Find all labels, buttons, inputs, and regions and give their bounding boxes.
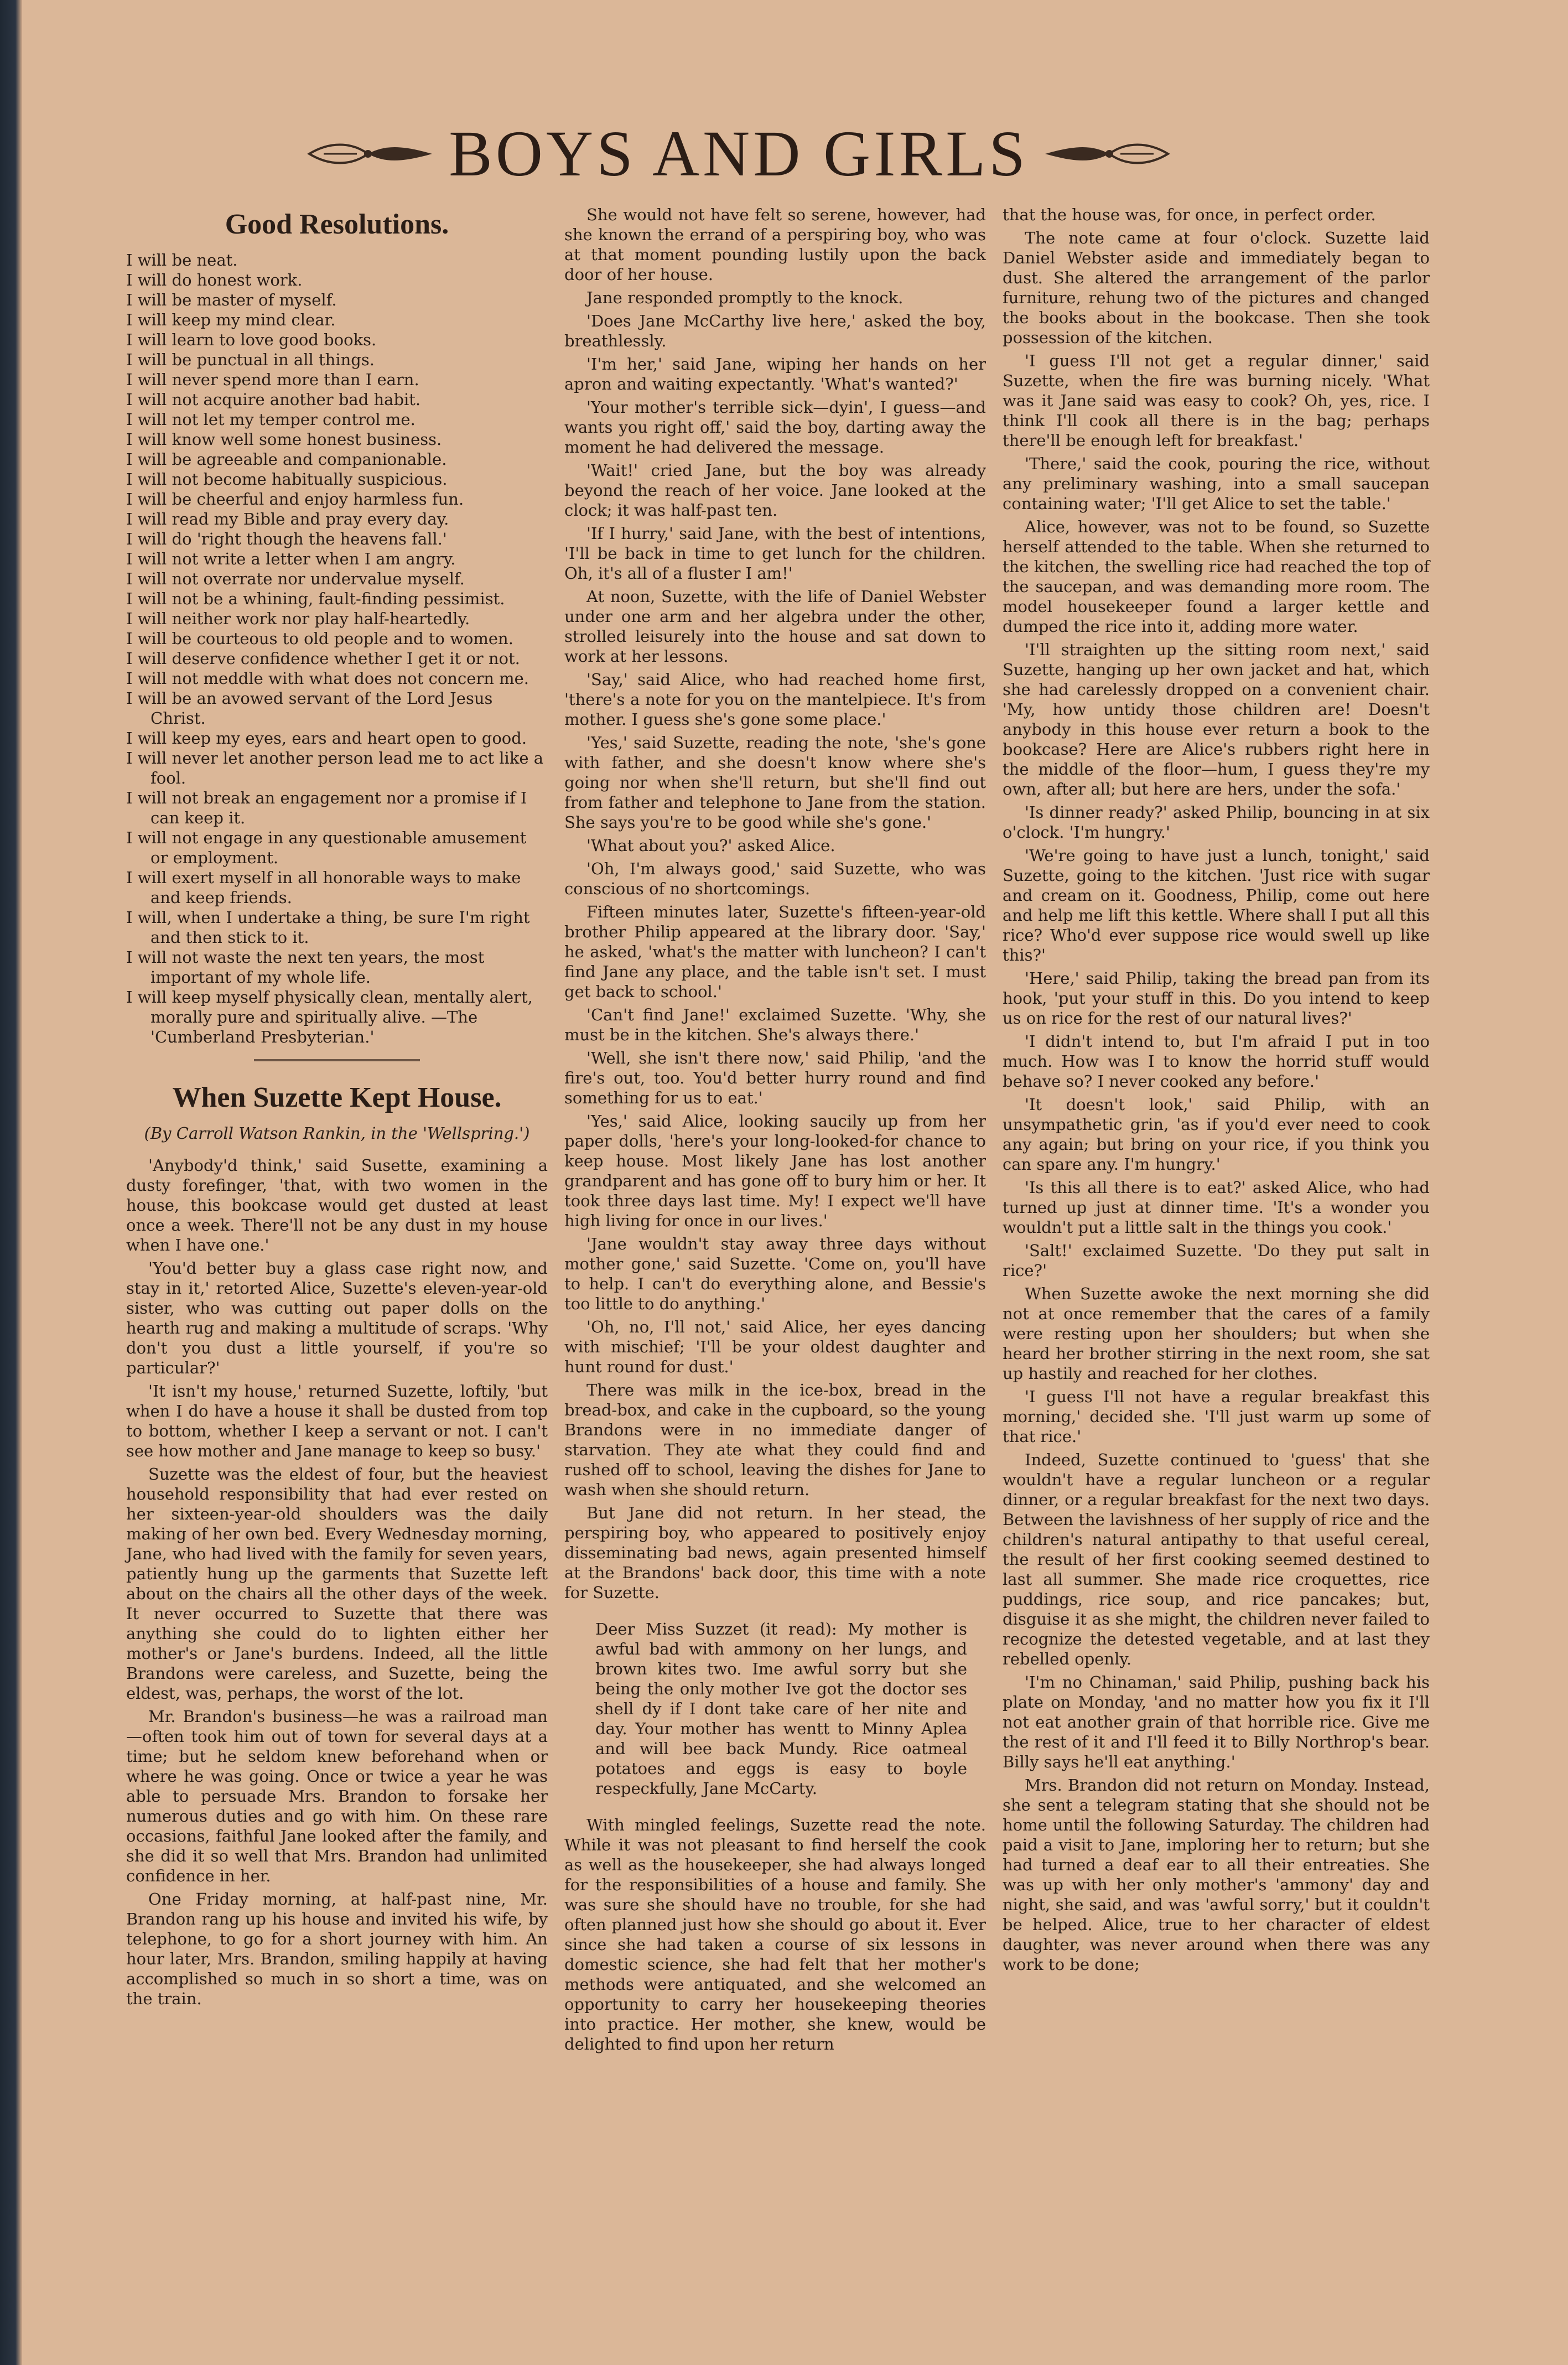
- paragraph: With mingled feelings, Suzette read the note. While it was not pleasant to find herself the cook as well as the housekeeper, she had always longed for the responsibilities of a house and family. She was sure she should have no trouble, for she had often planned just how she should go about it. Ever since she had taken a course of six lessons in domestic science, she had felt that her mother's methods were antiquated, and she welcomed an opportunity to carry her housekeeping theories into practice. Her mother, she knew, would be delighted to find upon her return: [564, 1816, 986, 2053]
- paragraph: that the house was, for once, in perfect order.: [1003, 205, 1376, 224]
- paragraph: 'Jane wouldn't stay away three days without mother gone,' said Suzette. 'Come on, you'll have to help. I can't do everything alone, and Bessie's too little to do anything.': [564, 1235, 986, 1313]
- paragraph: 'We're going to have just a lunch, tonight,' said Suzette, going to the kitchen. 'Just rice with sugar and cream on it. Goodness, Philip, come out here and help me lift this kettle. Where shall I put all this rice? Who'd ever suppose rice would swell up like this?': [1003, 846, 1430, 964]
- list-item: I will do honest work.: [126, 271, 303, 289]
- paragraph: 'If I hurry,' said Jane, with the best of intentions, 'I'll be back in time to get lunch for the children. Oh, it's all of a fluster I am!': [564, 524, 986, 583]
- list-item: I will not become habitually suspicious.: [126, 470, 448, 489]
- list-item: I will read my Bible and pray every day.: [126, 510, 449, 528]
- paragraph: Alice, however, was not to be found, so Suzette herself attended to the table. When she returned to the kitchen, the swelling rice had reached the top of the saucepan, and was demanding more room. The model housekeeper found a larger kettle and dumped the rice into it, adding more water.: [1003, 517, 1430, 636]
- letter-text: Deer Miss Suzzet (it read): My mother is awful bad with ammony on her lungs, and brown kites two. Ime awful sorry but she being the only mother Ive got the doctor ses shell dy if I dont take care of her nite and day. Your mother has wentt to Minny Aplea and will bee back Mundy. Rice oatmeal potatoes and eggs is easy to boyle respeckfully, Jane McCarty.: [595, 1620, 967, 1798]
- list-item: I will never let another person lead me to act like a fool.: [126, 749, 544, 787]
- list-item: I will exert myself in all honorable ways to make and keep friends.: [126, 868, 521, 907]
- paragraph: 'Yes,' said Suzette, reading the note, 'she's gone with father, and she doesn't know where she's going nor when she'll return, but she'll find out from father and telephone to Jane from the station. She says you're to be good while she's gone.': [564, 733, 986, 832]
- paragraph: 'I guess I'll not get a regular dinner,' said Suzette, when the fire was burning nicely. 'What was it Jane said was easy to cook? Oh, yes, rice. I think I'll cook all there is in the bag; perhaps there'll be enough left for breakfast.': [1003, 351, 1430, 450]
- paragraph: 'I'm no Chinaman,' said Philip, pushing back his plate on Monday, 'and no matter how you fix it I'll not eat another grain of that horrible rice. Give me the rest of it and I'll feed it to Billy Northrop's bear. Billy says he'll eat anything.': [1003, 1673, 1430, 1771]
- resolutions-title: Good Resolutions.: [225, 209, 449, 240]
- paragraph: She would not have felt so serene, however, had she known the errand of a perspiring boy, who was at that moment pounding lustily upon the back door of her house.: [564, 205, 986, 284]
- paragraph: 'Wait!' cried Jane, but the boy was already beyond the reach of her voice. Jane looked at the clock; it was half-past ten.: [564, 461, 986, 520]
- paragraph: 'I didn't intend to, but I'm afraid I put in too much. How was I to know the horrid stuff would behave so? I never cooked any before.': [1003, 1032, 1430, 1091]
- paragraph: 'Oh, no, I'll not,' said Alice, her eyes dancing with mischief; 'I'll be your oldest daughter and hunt round for dust.': [564, 1318, 986, 1376]
- list-item: I will be cheerful and enjoy harmless fun.: [126, 490, 464, 509]
- paragraph: Suzette was the eldest of four, but the heaviest household responsibility that had ever rested on her sixteen-year-old shoulders was the daily making of her own bed. Every Wednesday morning, Jane, who had lived with the family for seven years, patiently hung up the garments that Suzette left about on the chairs all the other days of the week. It never occurred to Suzette that there was anything she could do to lighten either her mother's or Jane's burdens. Indeed, all the little Brandons were careless, and Suzette, being the eldest, was, perhaps, the worst of the lot.: [126, 1465, 548, 1703]
- paragraph: 'What about you?' asked Alice.: [586, 836, 835, 855]
- paragraph: 'You'd better buy a glass case right now, and stay in it,' retorted Alice, Suzette's eleven-year-old sister, who was cutting out paper dolls on the hearth rug and making a multitude of scraps. 'Why don't you dust a little yourself, if you're so particular?': [126, 1259, 548, 1377]
- list-item: I will be agreeable and companionable.: [126, 450, 447, 469]
- paragraph: 'Is this all there is to eat?' asked Alice, who had turned up just at dinner time. 'It's a wonder you wouldn't put a little salt in the things you cook.': [1003, 1178, 1430, 1237]
- jane-letter: [595, 1619, 967, 1798]
- paragraph: Jane responded promptly to the knock.: [586, 288, 904, 307]
- list-item: I will not engage in any questionable amusement or employment.: [126, 828, 527, 867]
- story-byline: (By Carroll Watson Rankin, in the 'Wellspring.'): [144, 1124, 530, 1143]
- paragraph: 'Salt!' exclaimed Suzette. 'Do they put salt in rice?': [1003, 1241, 1430, 1280]
- list-item: I will be master of myself.: [126, 291, 337, 309]
- paragraph: 'Your mother's terrible sick—dyin', I guess—and wants you right off,' said the boy, darting away the moment he had delivered the message.: [564, 398, 986, 457]
- paragraph: 'Say,' said Alice, who had reached home first, 'there's a note for you on the mantelpiece. It's from mother. I guess she's gone some place.': [564, 670, 986, 729]
- list-item: I will, when I undertake a thing, be sure I'm right and then stick to it.: [126, 908, 530, 947]
- list-item: I will keep my eyes, ears and heart open to good.: [126, 729, 527, 748]
- list-item: I will keep myself physically clean, mentally alert, morally pure and spiritually alive. —The 'Cumberland Presbyterian.': [126, 988, 533, 1046]
- list-item: I will neither work nor play half-heartedly.: [126, 609, 470, 628]
- paragraph: At noon, Suzette, with the life of Daniel Webster under one arm and her algebra under the other, strolled leisurely into the house and sat down to work at her lessons.: [564, 587, 986, 666]
- paragraph: 'Well, she isn't there now,' said Philip, 'and the fire's out, too. You'd better hurry round and find something for us to eat.': [564, 1049, 986, 1107]
- paragraph: There was milk in the ice-box, bread in the bread-box, and cake in the cupboard, so the young Brandons were in no immediate danger of starvation. They ate what they could find and rushed off to school, leaving the dishes for Jane to wash when she should return.: [564, 1381, 986, 1499]
- paragraph: 'Anybody'd think,' said Susette, examining a dusty forefinger, 'that, with two women in the house, this bookcase would get dusted at least once a week. There'll not be any dust in my house when I have one.': [126, 1156, 548, 1254]
- resolutions-list: [126, 250, 548, 1047]
- paragraph: 'Oh, I'm always good,' said Suzette, who was conscious of no shortcomings.: [564, 859, 986, 898]
- section-title: BOYS AND GIRLS: [449, 117, 1029, 190]
- column-3: [1003, 205, 1430, 1978]
- right-ornament-icon: [1043, 137, 1170, 170]
- paragraph: Fifteen minutes later, Suzette's fifteen-year-old brother Philip appeared at the library door. 'Say,' he asked, 'what's the matter with luncheon? I can't find Jane any place, and the table isn't set. I must get back to school.': [564, 903, 986, 1001]
- paragraph: The note came at four o'clock. Suzette laid Daniel Webster aside and immediately began to dust. She altered the arrangement of the parlor furniture, rehung two of the pictures and changed the books about in the bookcase. Then she took possession of the kitchen.: [1003, 229, 1430, 347]
- list-item: I will learn to love good books.: [126, 330, 377, 349]
- paragraph: 'There,' said the cook, pouring the rice, without any preliminary washing, into a small saucepan containing water; 'I'll get Alice to set the table.': [1003, 454, 1430, 513]
- list-item: I will not acquire another bad habit.: [126, 390, 421, 409]
- list-item: I will keep my mind clear.: [126, 310, 336, 329]
- list-item: I will not let my temper control me.: [126, 410, 416, 429]
- paragraph: 'Can't find Jane!' exclaimed Suzette. 'Why, she must be in the kitchen. She's always there.': [564, 1005, 986, 1044]
- paragraph: 'Does Jane McCarthy live here,' asked the boy, breathlessly.: [564, 312, 986, 350]
- paragraph: 'I guess I'll not have a regular breakfast this morning,' decided she. 'I'll just warm up some of that rice.': [1003, 1387, 1430, 1446]
- paragraph: 'It isn't my house,' returned Suzette, loftily, 'but when I do have a house it shall be dusted from top to bottom, whether I keep a servant or not. I can't see how mother and Jane manage to keep so busy.': [126, 1382, 548, 1460]
- list-item: I will deserve confidence whether I get it or not.: [126, 649, 520, 668]
- paragraph: When Suzette awoke the next morning she did not at once remember that the cares of a family were resting upon her shoulders; but when she heard her brother stirring in the next room, she sat up hastily and reached for her clothes.: [1003, 1284, 1430, 1383]
- paragraph: 'It doesn't look,' said Philip, with an unsympathetic grin, 'as if you'd ever need to cook any again; but bring on your rice, if you think you can spare any. I'm hungry.': [1003, 1095, 1430, 1174]
- list-item: I will not waste the next ten years, the most important of my whole life.: [126, 948, 485, 987]
- column-2: [564, 205, 986, 2057]
- paragraph: But Jane did not return. In her stead, the perspiring boy, who appeared to positively enjoy disseminating bad news, again presented himself at the Brandons' back door, this time with a note for Suzette.: [564, 1503, 986, 1602]
- paragraph: One Friday morning, at half-past nine, Mr. Brandon rang up his house and invited his wife, by telephone, to go for a short journey with him. An hour later, Mrs. Brandon, smiling happily at having accomplished so much in so short a time, was on the train.: [126, 1890, 548, 2008]
- paragraph: 'Is dinner ready?' asked Philip, bouncing in at six o'clock. 'I'm hungry.': [1003, 803, 1430, 842]
- list-item: I will not write a letter when I am angry.: [126, 549, 456, 568]
- paragraph: 'I'll straighten up the sitting room next,' said Suzette, hanging up her own jacket and hat, which she had carelessly dropped on a convenient chair. 'My, how untidy those children are! Doesn't anybody in this house ever return a book to the bookcase? Here are Alice's rubbers right here in the middle of the floor—hum, I guess they're my own, after all; but here are hers, under the sofa.': [1003, 640, 1430, 798]
- list-item: I will be courteous to old people and to women.: [126, 629, 513, 648]
- list-item: I will not meddle with what does not concern me.: [126, 669, 529, 688]
- paragraph: Mr. Brandon's business—he was a railroad man—often took him out of town for several days at a time; but he seldom knew beforehand when or where he was going. Once or twice a year he was able to persuade Mrs. Brandon to forsake her numerous duties and go with him. On these rare occasions, faithful Jane looked after the family, and she did it so well that Mrs. Brandon had unlimited confidence in her.: [126, 1707, 548, 1885]
- paragraph: Mrs. Brandon did not return on Monday. Instead, she sent a telegram stating that she should not be home until the following Saturday. The children had paid a visit to Jane, imploring her to return; but she had turned a deaf ear to all their entreaties. She was up with her only mother's 'ammony' day and night, she said, and was 'awful sorry,' but it couldn't be helped. Alice, true to her character of eldest daughter, was never around when there was any work to be done;: [1003, 1776, 1430, 1974]
- list-item: I will know well some honest business.: [126, 430, 442, 449]
- list-item: I will not break an engagement nor a promise if I can keep it.: [126, 789, 527, 827]
- left-ornament-icon: [307, 137, 434, 170]
- list-item: I will be an avowed servant of the Lord Jesus Christ.: [126, 689, 493, 728]
- list-item: I will never spend more than I earn.: [126, 370, 419, 389]
- paragraph: 'Yes,' said Alice, looking saucily up from her paper dolls, 'here's your long-looked-for chance to keep house. Most likely Jane has lost another grandparent and has gone off to bury him or her. It took three days last time. My! I expect we'll have high living for once in our lives.': [564, 1112, 986, 1230]
- column-1: [126, 205, 548, 2012]
- list-item: I will be neat.: [126, 251, 238, 269]
- paragraph: 'Here,' said Philip, taking the bread pan from its hook, 'put your stuff in this. Do you intend to keep us on rice for the rest of our natural lives?': [1003, 969, 1430, 1028]
- masthead: [260, 117, 1217, 190]
- paragraph: 'I'm her,' said Jane, wiping her hands on her apron and waiting expectantly. 'What's wanted?': [564, 355, 986, 393]
- list-item: I will be punctual in all things.: [126, 350, 375, 369]
- list-item: I will do 'right though the heavens fall.': [126, 530, 447, 548]
- list-item: I will not be a whining, fault-finding pessimist.: [126, 589, 505, 608]
- list-item: I will not overrate nor undervalue myself.: [126, 569, 465, 588]
- story-title: When Suzette Kept House.: [172, 1082, 502, 1113]
- section-divider: [254, 1059, 420, 1061]
- paragraph: Indeed, Suzette continued to 'guess' that she wouldn't have a regular luncheon or a regular dinner, or a regular breakfast for the next two days. Between the lavishness of her supply of rice and the children's natural antipathy to that useful cereal, the result of her first cooking seemed destined to last all summer. She made rice croquettes, rice puddings, rice soup, and rice pancakes; but, disguise it as she might, the children never failed to recognize the detested vegetable, and at last they rebelled openly.: [1003, 1450, 1430, 1668]
